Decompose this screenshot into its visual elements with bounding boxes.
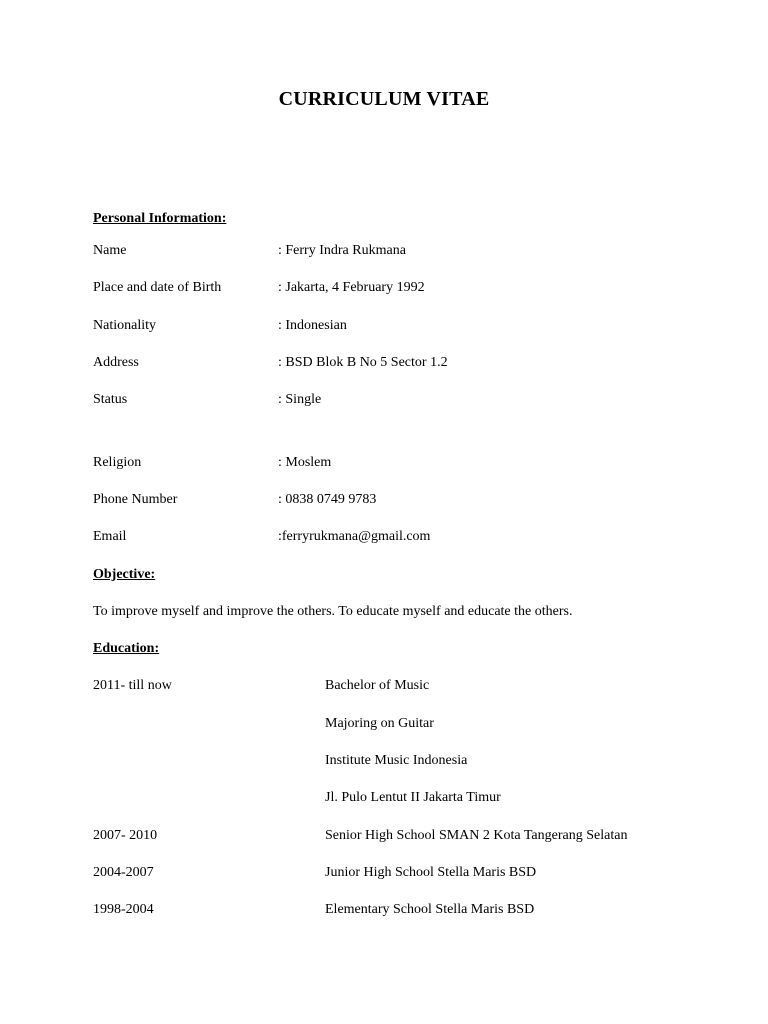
field-label: Address: [93, 355, 139, 370]
field-value: : Moslem: [278, 455, 332, 470]
personal-row-status: [93, 392, 733, 412]
personal-row-phone: [93, 492, 733, 512]
field-label: Place and date of Birth: [93, 280, 222, 295]
field-label: Nationality: [93, 318, 156, 333]
education-detail: Junior High School Stella Maris BSD: [325, 865, 537, 880]
field-value: : BSD Blok B No 5 Sector 1.2: [278, 355, 448, 370]
education-heading: Education:: [93, 641, 160, 656]
personal-row-nationality: [93, 318, 733, 338]
education-period: 2004-2007: [93, 865, 154, 880]
field-label: Status: [93, 392, 128, 407]
education-row: [93, 790, 733, 810]
education-row: [93, 865, 733, 885]
education-detail: Elementary School Stella Maris BSD: [325, 902, 535, 917]
field-label: Religion: [93, 455, 142, 470]
objective-text: To improve myself and improve the others. To educate myself and educate the others.: [93, 604, 573, 619]
education-detail: Institute Music Indonesia: [325, 753, 468, 768]
personal-row-email: [93, 529, 733, 549]
education-row: [93, 716, 733, 736]
education-row: [93, 753, 733, 773]
document-title: CURRICULUM VITAE: [278, 88, 490, 110]
education-period: 2011- till now: [93, 678, 172, 693]
field-value: :ferryrukmana@gmail.com: [278, 529, 431, 544]
field-label: Phone Number: [93, 492, 178, 507]
personal-information-heading: Personal Information:: [93, 211, 227, 226]
personal-row-birth: [93, 280, 733, 300]
education-period: 2007- 2010: [93, 828, 158, 843]
field-value: : Indonesian: [278, 318, 347, 333]
education-detail: Majoring on Guitar: [325, 716, 434, 731]
objective-heading: Objective:: [93, 567, 156, 582]
personal-row-address: [93, 355, 733, 375]
field-value: : Jakarta, 4 February 1992: [278, 280, 425, 295]
education-detail: Bachelor of Music: [325, 678, 430, 693]
field-label: Name: [93, 243, 127, 258]
education-period: 1998-2004: [93, 902, 154, 917]
personal-row-religion: [93, 455, 733, 475]
field-label: Email: [93, 529, 127, 544]
field-value: : Ferry Indra Rukmana: [278, 243, 406, 258]
personal-row-name: [93, 243, 733, 263]
education-row: [93, 828, 733, 848]
education-row: [93, 902, 733, 922]
education-row: [93, 678, 733, 698]
field-value: : 0838 0749 9783: [278, 492, 377, 507]
education-detail: Jl. Pulo Lentut II Jakarta Timur: [325, 790, 501, 805]
education-detail: Senior High School SMAN 2 Kota Tangerang Selatan: [325, 828, 628, 843]
field-value: : Single: [278, 392, 322, 407]
